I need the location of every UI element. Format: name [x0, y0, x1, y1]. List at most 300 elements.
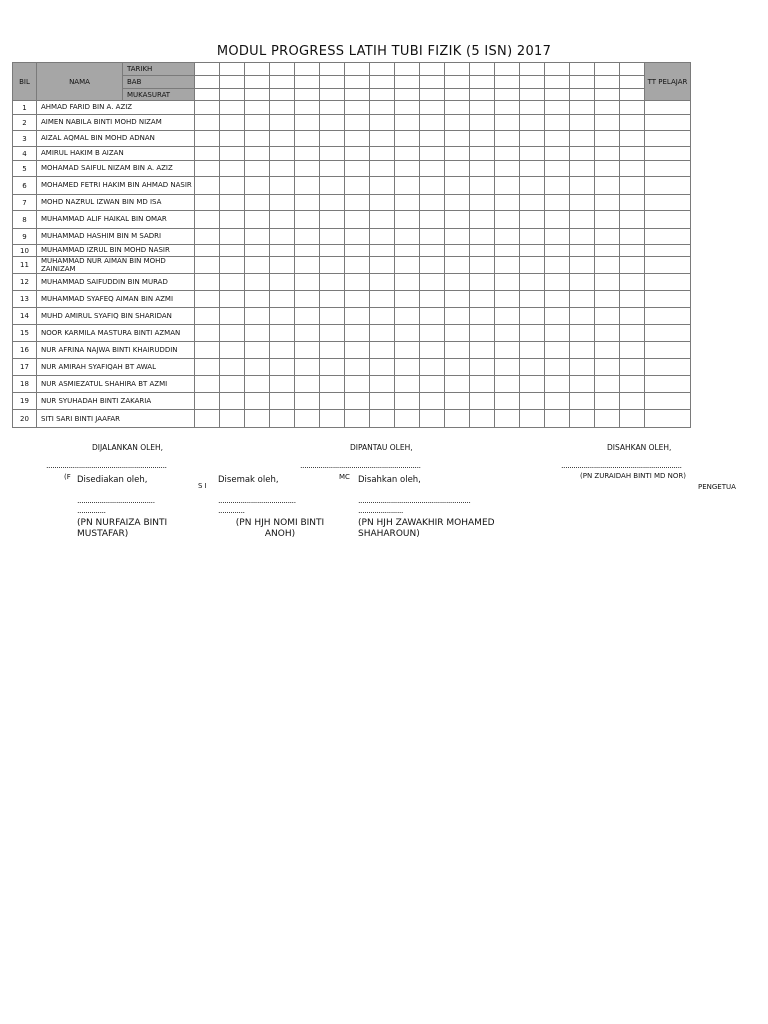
progress-cell[interactable]: [445, 211, 470, 229]
progress-cell[interactable]: [295, 308, 320, 325]
progress-cell[interactable]: [245, 308, 270, 325]
progress-cell[interactable]: [270, 161, 295, 177]
progress-cell[interactable]: [370, 376, 395, 393]
progress-cell[interactable]: [320, 229, 345, 245]
progress-cell[interactable]: [320, 359, 345, 376]
progress-cell[interactable]: [470, 257, 495, 274]
progress-cell[interactable]: [220, 211, 245, 229]
header-cell[interactable]: [345, 76, 370, 89]
progress-cell[interactable]: [545, 376, 570, 393]
progress-cell[interactable]: [445, 229, 470, 245]
progress-cell[interactable]: [570, 359, 595, 376]
progress-cell[interactable]: [195, 161, 220, 177]
progress-cell[interactable]: [620, 376, 645, 393]
progress-cell[interactable]: [220, 410, 245, 428]
progress-cell[interactable]: [345, 342, 370, 359]
progress-cell[interactable]: [370, 211, 395, 229]
header-cell[interactable]: [470, 89, 495, 101]
progress-cell[interactable]: [495, 376, 520, 393]
progress-cell[interactable]: [270, 393, 295, 410]
tt-pelajar-cell[interactable]: [645, 308, 691, 325]
progress-cell[interactable]: [420, 359, 445, 376]
progress-cell[interactable]: [520, 195, 545, 211]
progress-cell[interactable]: [245, 147, 270, 161]
progress-cell[interactable]: [495, 410, 520, 428]
progress-cell[interactable]: [295, 131, 320, 147]
progress-cell[interactable]: [270, 211, 295, 229]
progress-cell[interactable]: [495, 161, 520, 177]
progress-cell[interactable]: [195, 229, 220, 245]
header-cell[interactable]: [245, 76, 270, 89]
progress-cell[interactable]: [595, 115, 620, 131]
progress-cell[interactable]: [445, 410, 470, 428]
progress-cell[interactable]: [220, 359, 245, 376]
progress-cell[interactable]: [220, 393, 245, 410]
progress-cell[interactable]: [495, 342, 520, 359]
progress-cell[interactable]: [370, 393, 395, 410]
progress-cell[interactable]: [595, 325, 620, 342]
header-cell[interactable]: [545, 89, 570, 101]
progress-cell[interactable]: [270, 195, 295, 211]
progress-cell[interactable]: [570, 131, 595, 147]
progress-cell[interactable]: [370, 131, 395, 147]
progress-cell[interactable]: [245, 245, 270, 257]
progress-cell[interactable]: [570, 115, 595, 131]
progress-cell[interactable]: [520, 211, 545, 229]
header-cell[interactable]: [345, 63, 370, 76]
progress-cell[interactable]: [445, 147, 470, 161]
progress-cell[interactable]: [220, 195, 245, 211]
progress-cell[interactable]: [195, 211, 220, 229]
progress-cell[interactable]: [445, 115, 470, 131]
progress-cell[interactable]: [395, 274, 420, 291]
tt-pelajar-cell[interactable]: [645, 410, 691, 428]
progress-cell[interactable]: [445, 195, 470, 211]
progress-cell[interactable]: [445, 393, 470, 410]
progress-cell[interactable]: [595, 211, 620, 229]
progress-cell[interactable]: [470, 211, 495, 229]
progress-cell[interactable]: [370, 161, 395, 177]
progress-cell[interactable]: [595, 101, 620, 115]
progress-cell[interactable]: [470, 177, 495, 195]
progress-cell[interactable]: [345, 177, 370, 195]
progress-cell[interactable]: [220, 101, 245, 115]
progress-cell[interactable]: [295, 195, 320, 211]
progress-cell[interactable]: [245, 211, 270, 229]
progress-cell[interactable]: [620, 257, 645, 274]
progress-cell[interactable]: [520, 257, 545, 274]
progress-cell[interactable]: [295, 177, 320, 195]
progress-cell[interactable]: [495, 131, 520, 147]
header-cell[interactable]: [295, 76, 320, 89]
progress-cell[interactable]: [620, 245, 645, 257]
header-cell[interactable]: [320, 63, 345, 76]
progress-cell[interactable]: [295, 161, 320, 177]
progress-cell[interactable]: [320, 161, 345, 177]
progress-cell[interactable]: [370, 342, 395, 359]
progress-cell[interactable]: [495, 274, 520, 291]
header-cell[interactable]: [620, 63, 645, 76]
progress-cell[interactable]: [195, 393, 220, 410]
progress-cell[interactable]: [495, 211, 520, 229]
progress-cell[interactable]: [370, 359, 395, 376]
progress-cell[interactable]: [195, 410, 220, 428]
header-cell[interactable]: [445, 89, 470, 101]
signature-line-1[interactable]: ...........................................................: [46, 461, 167, 470]
progress-cell[interactable]: [195, 342, 220, 359]
progress-cell[interactable]: [420, 274, 445, 291]
progress-cell[interactable]: [195, 274, 220, 291]
progress-cell[interactable]: [270, 229, 295, 245]
progress-cell[interactable]: [295, 115, 320, 131]
progress-cell[interactable]: [420, 147, 445, 161]
progress-cell[interactable]: [195, 177, 220, 195]
progress-cell[interactable]: [320, 257, 345, 274]
progress-cell[interactable]: [570, 325, 595, 342]
progress-cell[interactable]: [320, 410, 345, 428]
header-cell[interactable]: [345, 89, 370, 101]
progress-cell[interactable]: [420, 177, 445, 195]
header-cell[interactable]: [395, 76, 420, 89]
progress-cell[interactable]: [420, 393, 445, 410]
progress-cell[interactable]: [345, 131, 370, 147]
header-cell[interactable]: [320, 76, 345, 89]
progress-cell[interactable]: [270, 291, 295, 308]
progress-cell[interactable]: [620, 147, 645, 161]
progress-cell[interactable]: [520, 376, 545, 393]
progress-cell[interactable]: [545, 147, 570, 161]
progress-cell[interactable]: [270, 131, 295, 147]
progress-cell[interactable]: [420, 131, 445, 147]
progress-cell[interactable]: [295, 257, 320, 274]
header-cell[interactable]: [270, 89, 295, 101]
progress-cell[interactable]: [270, 359, 295, 376]
header-cell[interactable]: [570, 76, 595, 89]
header-cell[interactable]: [445, 76, 470, 89]
progress-cell[interactable]: [395, 211, 420, 229]
progress-cell[interactable]: [570, 195, 595, 211]
progress-cell[interactable]: [195, 291, 220, 308]
progress-cell[interactable]: [295, 359, 320, 376]
progress-cell[interactable]: [345, 274, 370, 291]
progress-cell[interactable]: [445, 274, 470, 291]
tt-pelajar-cell[interactable]: [645, 245, 691, 257]
progress-cell[interactable]: [445, 161, 470, 177]
progress-cell[interactable]: [345, 229, 370, 245]
progress-cell[interactable]: [470, 101, 495, 115]
header-cell[interactable]: [595, 76, 620, 89]
progress-cell[interactable]: [470, 359, 495, 376]
progress-cell[interactable]: [620, 325, 645, 342]
progress-cell[interactable]: [570, 161, 595, 177]
progress-cell[interactable]: [545, 195, 570, 211]
progress-cell[interactable]: [220, 274, 245, 291]
header-cell[interactable]: [620, 89, 645, 101]
progress-cell[interactable]: [345, 325, 370, 342]
progress-cell[interactable]: [445, 376, 470, 393]
progress-cell[interactable]: [595, 342, 620, 359]
tt-pelajar-cell[interactable]: [645, 342, 691, 359]
progress-cell[interactable]: [445, 308, 470, 325]
progress-cell[interactable]: [545, 291, 570, 308]
header-cell[interactable]: [370, 76, 395, 89]
progress-cell[interactable]: [470, 393, 495, 410]
progress-cell[interactable]: [395, 291, 420, 308]
progress-cell[interactable]: [295, 325, 320, 342]
progress-cell[interactable]: [570, 147, 595, 161]
progress-cell[interactable]: [195, 359, 220, 376]
progress-cell[interactable]: [245, 115, 270, 131]
progress-cell[interactable]: [595, 177, 620, 195]
progress-cell[interactable]: [220, 308, 245, 325]
progress-cell[interactable]: [495, 245, 520, 257]
progress-cell[interactable]: [320, 131, 345, 147]
progress-cell[interactable]: [370, 147, 395, 161]
progress-cell[interactable]: [495, 115, 520, 131]
progress-cell[interactable]: [595, 245, 620, 257]
progress-cell[interactable]: [245, 410, 270, 428]
progress-cell[interactable]: [320, 291, 345, 308]
progress-cell[interactable]: [420, 291, 445, 308]
progress-cell[interactable]: [245, 131, 270, 147]
progress-cell[interactable]: [420, 115, 445, 131]
progress-cell[interactable]: [345, 147, 370, 161]
progress-cell[interactable]: [620, 410, 645, 428]
progress-cell[interactable]: [395, 245, 420, 257]
progress-cell[interactable]: [370, 274, 395, 291]
progress-cell[interactable]: [545, 245, 570, 257]
progress-cell[interactable]: [370, 115, 395, 131]
progress-cell[interactable]: [220, 291, 245, 308]
header-cell[interactable]: [570, 63, 595, 76]
progress-cell[interactable]: [295, 229, 320, 245]
progress-cell[interactable]: [220, 115, 245, 131]
progress-cell[interactable]: [570, 245, 595, 257]
progress-cell[interactable]: [220, 131, 245, 147]
progress-cell[interactable]: [270, 177, 295, 195]
progress-cell[interactable]: [345, 359, 370, 376]
header-cell[interactable]: [495, 63, 520, 76]
progress-cell[interactable]: [595, 308, 620, 325]
progress-cell[interactable]: [620, 342, 645, 359]
progress-cell[interactable]: [620, 393, 645, 410]
progress-cell[interactable]: [545, 211, 570, 229]
progress-cell[interactable]: [195, 308, 220, 325]
progress-cell[interactable]: [395, 177, 420, 195]
progress-cell[interactable]: [270, 308, 295, 325]
progress-cell[interactable]: [495, 177, 520, 195]
progress-cell[interactable]: [445, 101, 470, 115]
progress-cell[interactable]: [245, 257, 270, 274]
header-cell[interactable]: [270, 76, 295, 89]
progress-cell[interactable]: [320, 245, 345, 257]
progress-cell[interactable]: [495, 257, 520, 274]
progress-cell[interactable]: [345, 410, 370, 428]
progress-cell[interactable]: [495, 308, 520, 325]
header-cell[interactable]: [245, 89, 270, 101]
progress-cell[interactable]: [370, 195, 395, 211]
header-cell[interactable]: [220, 63, 245, 76]
progress-cell[interactable]: [420, 211, 445, 229]
progress-cell[interactable]: [570, 410, 595, 428]
progress-cell[interactable]: [220, 376, 245, 393]
progress-cell[interactable]: [620, 195, 645, 211]
progress-cell[interactable]: [470, 291, 495, 308]
progress-cell[interactable]: [420, 325, 445, 342]
header-cell[interactable]: [295, 63, 320, 76]
header-cell[interactable]: [520, 63, 545, 76]
progress-cell[interactable]: [195, 195, 220, 211]
progress-cell[interactable]: [570, 177, 595, 195]
progress-cell[interactable]: [395, 115, 420, 131]
progress-cell[interactable]: [620, 177, 645, 195]
progress-cell[interactable]: [220, 342, 245, 359]
progress-cell[interactable]: [320, 308, 345, 325]
progress-cell[interactable]: [620, 211, 645, 229]
progress-cell[interactable]: [495, 291, 520, 308]
progress-cell[interactable]: [295, 245, 320, 257]
progress-cell[interactable]: [395, 257, 420, 274]
tt-pelajar-cell[interactable]: [645, 195, 691, 211]
progress-cell[interactable]: [545, 274, 570, 291]
header-cell[interactable]: [245, 63, 270, 76]
progress-cell[interactable]: [470, 229, 495, 245]
progress-cell[interactable]: [320, 147, 345, 161]
progress-cell[interactable]: [495, 325, 520, 342]
progress-cell[interactable]: [295, 393, 320, 410]
tt-pelajar-cell[interactable]: [645, 147, 691, 161]
progress-cell[interactable]: [320, 342, 345, 359]
header-cell[interactable]: [495, 89, 520, 101]
header-cell[interactable]: [195, 76, 220, 89]
tt-pelajar-cell[interactable]: [645, 161, 691, 177]
progress-cell[interactable]: [245, 161, 270, 177]
progress-cell[interactable]: [545, 101, 570, 115]
progress-cell[interactable]: [570, 308, 595, 325]
progress-cell[interactable]: [620, 291, 645, 308]
progress-cell[interactable]: [270, 376, 295, 393]
progress-cell[interactable]: [295, 274, 320, 291]
progress-cell[interactable]: [345, 161, 370, 177]
progress-cell[interactable]: [320, 195, 345, 211]
progress-cell[interactable]: [270, 274, 295, 291]
progress-cell[interactable]: [345, 245, 370, 257]
progress-cell[interactable]: [545, 229, 570, 245]
progress-cell[interactable]: [595, 393, 620, 410]
progress-cell[interactable]: [220, 147, 245, 161]
progress-cell[interactable]: [320, 177, 345, 195]
progress-cell[interactable]: [495, 147, 520, 161]
progress-cell[interactable]: [320, 274, 345, 291]
progress-cell[interactable]: [520, 308, 545, 325]
progress-cell[interactable]: [245, 325, 270, 342]
tt-pelajar-cell[interactable]: [645, 229, 691, 245]
header-cell[interactable]: [370, 63, 395, 76]
progress-cell[interactable]: [370, 229, 395, 245]
header-cell[interactable]: [220, 89, 245, 101]
progress-cell[interactable]: [495, 393, 520, 410]
progress-cell[interactable]: [420, 161, 445, 177]
header-cell[interactable]: [395, 63, 420, 76]
progress-cell[interactable]: [545, 161, 570, 177]
progress-cell[interactable]: [195, 147, 220, 161]
progress-cell[interactable]: [195, 101, 220, 115]
progress-cell[interactable]: [545, 393, 570, 410]
header-cell[interactable]: [370, 89, 395, 101]
progress-cell[interactable]: [220, 161, 245, 177]
progress-cell[interactable]: [420, 195, 445, 211]
progress-cell[interactable]: [445, 342, 470, 359]
progress-cell[interactable]: [320, 211, 345, 229]
progress-cell[interactable]: [295, 376, 320, 393]
progress-cell[interactable]: [620, 115, 645, 131]
progress-cell[interactable]: [195, 376, 220, 393]
progress-cell[interactable]: [595, 359, 620, 376]
progress-cell[interactable]: [570, 376, 595, 393]
progress-cell[interactable]: [320, 115, 345, 131]
header-cell[interactable]: [195, 89, 220, 101]
progress-cell[interactable]: [320, 393, 345, 410]
header-cell[interactable]: [420, 89, 445, 101]
progress-cell[interactable]: [345, 195, 370, 211]
progress-cell[interactable]: [595, 229, 620, 245]
progress-cell[interactable]: [620, 101, 645, 115]
tt-pelajar-cell[interactable]: [645, 101, 691, 115]
progress-cell[interactable]: [395, 359, 420, 376]
header-cell[interactable]: [545, 63, 570, 76]
progress-cell[interactable]: [245, 274, 270, 291]
progress-cell[interactable]: [195, 131, 220, 147]
progress-cell[interactable]: [195, 115, 220, 131]
progress-cell[interactable]: [370, 257, 395, 274]
progress-cell[interactable]: [470, 161, 495, 177]
progress-cell[interactable]: [470, 308, 495, 325]
tt-pelajar-cell[interactable]: [645, 257, 691, 274]
progress-cell[interactable]: [545, 115, 570, 131]
progress-cell[interactable]: [295, 211, 320, 229]
progress-cell[interactable]: [520, 342, 545, 359]
tt-pelajar-cell[interactable]: [645, 177, 691, 195]
progress-cell[interactable]: [520, 245, 545, 257]
progress-cell[interactable]: [520, 177, 545, 195]
progress-cell[interactable]: [270, 257, 295, 274]
progress-cell[interactable]: [245, 195, 270, 211]
progress-cell[interactable]: [570, 257, 595, 274]
header-cell[interactable]: [445, 63, 470, 76]
progress-cell[interactable]: [320, 325, 345, 342]
progress-cell[interactable]: [595, 257, 620, 274]
signature-line-b[interactable]: ......................................: [218, 496, 296, 505]
progress-cell[interactable]: [520, 229, 545, 245]
progress-cell[interactable]: [545, 131, 570, 147]
progress-cell[interactable]: [395, 229, 420, 245]
progress-cell[interactable]: [470, 376, 495, 393]
progress-cell[interactable]: [545, 359, 570, 376]
tt-pelajar-cell[interactable]: [645, 131, 691, 147]
progress-cell[interactable]: [320, 101, 345, 115]
progress-cell[interactable]: [370, 291, 395, 308]
progress-cell[interactable]: [220, 257, 245, 274]
progress-cell[interactable]: [245, 342, 270, 359]
progress-cell[interactable]: [420, 101, 445, 115]
progress-cell[interactable]: [295, 291, 320, 308]
tt-pelajar-cell[interactable]: [645, 376, 691, 393]
header-cell[interactable]: [420, 76, 445, 89]
progress-cell[interactable]: [595, 274, 620, 291]
tt-pelajar-cell[interactable]: [645, 115, 691, 131]
progress-cell[interactable]: [520, 359, 545, 376]
progress-cell[interactable]: [295, 342, 320, 359]
